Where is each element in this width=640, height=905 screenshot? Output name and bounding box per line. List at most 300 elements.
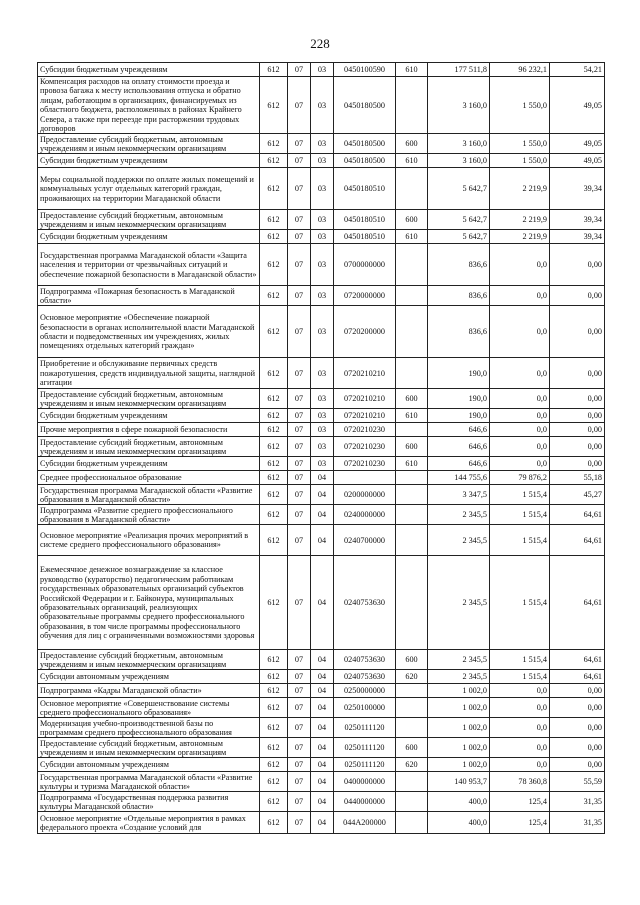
cell-percent: 31,35 bbox=[550, 812, 605, 834]
cell-ved: 612 bbox=[260, 718, 288, 738]
cell-rz: 07 bbox=[288, 244, 311, 286]
cell-percent: 64,61 bbox=[550, 556, 605, 650]
cell-ved: 612 bbox=[260, 684, 288, 698]
cell-name: Приобретение и обслуживание первичных средств пожаротушения, средств индивидуальной защиты, наглядной агитации bbox=[38, 358, 260, 389]
cell-percent: 0,00 bbox=[550, 698, 605, 718]
cell-fact: 1 515,4 bbox=[490, 525, 550, 556]
cell-fact: 0,0 bbox=[490, 286, 550, 306]
cell-vr bbox=[396, 77, 428, 134]
cell-percent: 0,00 bbox=[550, 684, 605, 698]
cell-vr: 610 bbox=[396, 154, 428, 168]
cell-plan: 646,6 bbox=[428, 457, 490, 471]
cell-pr: 04 bbox=[311, 670, 334, 684]
cell-fact: 2 219,9 bbox=[490, 168, 550, 210]
cell-fact: 1 515,4 bbox=[490, 650, 550, 670]
cell-pr: 04 bbox=[311, 684, 334, 698]
table-body bbox=[38, 63, 605, 834]
cell-fact: 1 515,4 bbox=[490, 485, 550, 505]
cell-pr: 03 bbox=[311, 230, 334, 244]
cell-csr: 0440000000 bbox=[334, 792, 396, 812]
cell-rz: 07 bbox=[288, 525, 311, 556]
cell-rz: 07 bbox=[288, 670, 311, 684]
cell-pr: 03 bbox=[311, 358, 334, 389]
cell-percent: 49,05 bbox=[550, 77, 605, 134]
cell-plan: 2 345,5 bbox=[428, 525, 490, 556]
cell-fact: 125,4 bbox=[490, 812, 550, 834]
cell-pr: 03 bbox=[311, 409, 334, 423]
cell-vr bbox=[396, 505, 428, 525]
cell-csr: 0450180500 bbox=[334, 154, 396, 168]
cell-name: Прочие мероприятия в сфере пожарной безопасности bbox=[38, 423, 260, 437]
cell-vr: 600 bbox=[396, 738, 428, 758]
cell-csr: 0400000000 bbox=[334, 772, 396, 792]
cell-ved: 612 bbox=[260, 77, 288, 134]
cell-ved: 612 bbox=[260, 63, 288, 77]
cell-percent: 55,18 bbox=[550, 471, 605, 485]
table-row bbox=[38, 306, 605, 358]
cell-pr: 03 bbox=[311, 286, 334, 306]
cell-pr: 04 bbox=[311, 485, 334, 505]
cell-csr: 0720210210 bbox=[334, 389, 396, 409]
cell-percent: 54,21 bbox=[550, 63, 605, 77]
cell-name: Предоставление субсидий бюджетным, автономным учреждениям и иным некоммерческим организациям bbox=[38, 437, 260, 457]
cell-rz: 07 bbox=[288, 812, 311, 834]
cell-vr: 600 bbox=[396, 134, 428, 154]
cell-ved: 612 bbox=[260, 389, 288, 409]
cell-ved: 612 bbox=[260, 772, 288, 792]
cell-vr bbox=[396, 485, 428, 505]
cell-percent: 0,00 bbox=[550, 437, 605, 457]
cell-ved: 612 bbox=[260, 244, 288, 286]
cell-csr: 044A200000 bbox=[334, 812, 396, 834]
cell-pr: 03 bbox=[311, 389, 334, 409]
table-row bbox=[38, 556, 605, 650]
cell-vr: 600 bbox=[396, 650, 428, 670]
cell-rz: 07 bbox=[288, 134, 311, 154]
cell-fact: 1 550,0 bbox=[490, 134, 550, 154]
cell-plan: 5 642,7 bbox=[428, 230, 490, 244]
cell-percent: 39,34 bbox=[550, 210, 605, 230]
cell-plan: 2 345,5 bbox=[428, 556, 490, 650]
cell-rz: 07 bbox=[288, 306, 311, 358]
cell-vr bbox=[396, 812, 428, 834]
cell-vr bbox=[396, 168, 428, 210]
cell-rz: 07 bbox=[288, 168, 311, 210]
cell-plan: 5 642,7 bbox=[428, 168, 490, 210]
cell-csr: 0450180510 bbox=[334, 210, 396, 230]
cell-plan: 400,0 bbox=[428, 812, 490, 834]
cell-ved: 612 bbox=[260, 358, 288, 389]
cell-plan: 646,6 bbox=[428, 423, 490, 437]
cell-csr: 0720000000 bbox=[334, 286, 396, 306]
cell-ved: 612 bbox=[260, 423, 288, 437]
cell-ved: 612 bbox=[260, 758, 288, 772]
cell-name: Государственная программа Магаданской области «Развитие образования в Магаданской области» bbox=[38, 485, 260, 505]
cell-vr bbox=[396, 718, 428, 738]
cell-fact: 0,0 bbox=[490, 389, 550, 409]
cell-csr: 0250111120 bbox=[334, 758, 396, 772]
cell-ved: 612 bbox=[260, 650, 288, 670]
cell-pr: 03 bbox=[311, 244, 334, 286]
cell-ved: 612 bbox=[260, 698, 288, 718]
cell-pr: 04 bbox=[311, 505, 334, 525]
table-row bbox=[38, 437, 605, 457]
cell-rz: 07 bbox=[288, 738, 311, 758]
cell-vr: 600 bbox=[396, 210, 428, 230]
cell-ved: 612 bbox=[260, 134, 288, 154]
cell-name: Предоставление субсидий бюджетным, автономным учреждениям и иным некоммерческим организациям bbox=[38, 389, 260, 409]
cell-percent: 39,34 bbox=[550, 230, 605, 244]
cell-name: Предоставление субсидий бюджетным, автономным учреждениям и иным некоммерческим организациям bbox=[38, 134, 260, 154]
cell-csr: 0240753630 bbox=[334, 670, 396, 684]
cell-percent: 64,61 bbox=[550, 525, 605, 556]
cell-rz: 07 bbox=[288, 423, 311, 437]
cell-pr: 04 bbox=[311, 718, 334, 738]
cell-vr: 600 bbox=[396, 389, 428, 409]
cell-csr: 0450100590 bbox=[334, 63, 396, 77]
cell-vr bbox=[396, 556, 428, 650]
cell-fact: 0,0 bbox=[490, 306, 550, 358]
cell-csr bbox=[334, 471, 396, 485]
cell-percent: 0,00 bbox=[550, 286, 605, 306]
cell-csr: 0450180500 bbox=[334, 77, 396, 134]
cell-percent: 0,00 bbox=[550, 358, 605, 389]
cell-fact: 0,0 bbox=[490, 758, 550, 772]
cell-pr: 04 bbox=[311, 471, 334, 485]
table-row bbox=[38, 698, 605, 718]
cell-plan: 5 642,7 bbox=[428, 210, 490, 230]
cell-name: Подпрограмма «Пожарная безопасность в Магаданской области» bbox=[38, 286, 260, 306]
cell-vr bbox=[396, 286, 428, 306]
cell-percent: 0,00 bbox=[550, 758, 605, 772]
table-row bbox=[38, 409, 605, 423]
cell-csr: 0450180510 bbox=[334, 230, 396, 244]
budget-table bbox=[37, 62, 605, 834]
cell-name: Подпрограмма «Кадры Магаданской области» bbox=[38, 684, 260, 698]
cell-pr: 03 bbox=[311, 168, 334, 210]
cell-csr: 0450180510 bbox=[334, 168, 396, 210]
cell-ved: 612 bbox=[260, 812, 288, 834]
cell-pr: 04 bbox=[311, 738, 334, 758]
cell-name: Предоставление субсидий бюджетным, автономным учреждениям и иным некоммерческим организациям bbox=[38, 738, 260, 758]
cell-fact: 0,0 bbox=[490, 698, 550, 718]
cell-plan: 836,6 bbox=[428, 306, 490, 358]
cell-rz: 07 bbox=[288, 698, 311, 718]
cell-name: Основное мероприятие «Отдельные мероприятия в рамках федерального проекта «Создание условий для bbox=[38, 812, 260, 834]
cell-percent: 45,27 bbox=[550, 485, 605, 505]
cell-rz: 07 bbox=[288, 650, 311, 670]
cell-pr: 04 bbox=[311, 525, 334, 556]
cell-fact: 0,0 bbox=[490, 718, 550, 738]
cell-plan: 400,0 bbox=[428, 792, 490, 812]
table-row bbox=[38, 230, 605, 244]
cell-csr: 0200000000 bbox=[334, 485, 396, 505]
cell-plan: 836,6 bbox=[428, 244, 490, 286]
cell-vr: 610 bbox=[396, 457, 428, 471]
cell-percent: 64,61 bbox=[550, 505, 605, 525]
cell-plan: 2 345,5 bbox=[428, 505, 490, 525]
cell-rz: 07 bbox=[288, 437, 311, 457]
cell-fact: 0,0 bbox=[490, 457, 550, 471]
cell-percent: 55,59 bbox=[550, 772, 605, 792]
cell-plan: 190,0 bbox=[428, 358, 490, 389]
table-row bbox=[38, 244, 605, 286]
cell-percent: 64,61 bbox=[550, 670, 605, 684]
cell-rz: 07 bbox=[288, 758, 311, 772]
cell-fact: 2 219,9 bbox=[490, 230, 550, 244]
cell-fact: 0,0 bbox=[490, 437, 550, 457]
cell-vr: 610 bbox=[396, 409, 428, 423]
cell-rz: 07 bbox=[288, 457, 311, 471]
cell-fact: 1 550,0 bbox=[490, 154, 550, 168]
cell-ved: 612 bbox=[260, 670, 288, 684]
cell-pr: 03 bbox=[311, 77, 334, 134]
cell-vr: 620 bbox=[396, 670, 428, 684]
cell-pr: 04 bbox=[311, 758, 334, 772]
cell-csr: 0250111120 bbox=[334, 738, 396, 758]
cell-ved: 612 bbox=[260, 505, 288, 525]
cell-fact: 2 219,9 bbox=[490, 210, 550, 230]
cell-csr: 0250100000 bbox=[334, 698, 396, 718]
cell-vr bbox=[396, 792, 428, 812]
cell-rz: 07 bbox=[288, 409, 311, 423]
cell-rz: 07 bbox=[288, 77, 311, 134]
cell-percent: 0,00 bbox=[550, 306, 605, 358]
table-row bbox=[38, 758, 605, 772]
cell-fact: 78 360,8 bbox=[490, 772, 550, 792]
cell-percent: 0,00 bbox=[550, 409, 605, 423]
cell-pr: 04 bbox=[311, 650, 334, 670]
cell-rz: 07 bbox=[288, 210, 311, 230]
table-row bbox=[38, 812, 605, 834]
cell-pr: 03 bbox=[311, 437, 334, 457]
cell-name: Основное мероприятие «Совершенствование системы среднего профессионального образования» bbox=[38, 698, 260, 718]
cell-pr: 04 bbox=[311, 556, 334, 650]
cell-name: Предоставление субсидий бюджетным, автономным учреждениям и иным некоммерческим организациям bbox=[38, 650, 260, 670]
table-row bbox=[38, 134, 605, 154]
cell-ved: 612 bbox=[260, 210, 288, 230]
cell-plan: 1 002,0 bbox=[428, 718, 490, 738]
cell-rz: 07 bbox=[288, 718, 311, 738]
cell-rz: 07 bbox=[288, 230, 311, 244]
cell-percent: 0,00 bbox=[550, 738, 605, 758]
cell-vr bbox=[396, 244, 428, 286]
cell-rz: 07 bbox=[288, 505, 311, 525]
table-row bbox=[38, 210, 605, 230]
cell-rz: 07 bbox=[288, 772, 311, 792]
cell-fact: 0,0 bbox=[490, 684, 550, 698]
cell-name: Государственная программа Магаданской области «Защита населения и территории от чрезвычайных ситуаций и обеспечение пожарной безопасности в Магаданской области» bbox=[38, 244, 260, 286]
cell-csr: 0250111120 bbox=[334, 718, 396, 738]
cell-ved: 612 bbox=[260, 457, 288, 471]
cell-pr: 03 bbox=[311, 154, 334, 168]
cell-csr: 0240700000 bbox=[334, 525, 396, 556]
table-row bbox=[38, 154, 605, 168]
cell-percent: 64,61 bbox=[550, 650, 605, 670]
cell-percent: 31,35 bbox=[550, 792, 605, 812]
cell-rz: 07 bbox=[288, 358, 311, 389]
cell-name: Основное мероприятие «Реализация прочих мероприятий в системе среднего профессионального образования» bbox=[38, 525, 260, 556]
table-row bbox=[38, 525, 605, 556]
cell-plan: 3 160,0 bbox=[428, 134, 490, 154]
cell-fact: 1 515,4 bbox=[490, 670, 550, 684]
page-number: 228 bbox=[310, 36, 330, 51]
cell-vr: 600 bbox=[396, 437, 428, 457]
cell-percent: 0,00 bbox=[550, 423, 605, 437]
cell-fact: 96 232,1 bbox=[490, 63, 550, 77]
cell-name: Субсидии бюджетным учреждениям bbox=[38, 457, 260, 471]
cell-vr bbox=[396, 358, 428, 389]
cell-vr bbox=[396, 423, 428, 437]
cell-plan: 144 755,6 bbox=[428, 471, 490, 485]
cell-plan: 190,0 bbox=[428, 389, 490, 409]
cell-percent: 0,00 bbox=[550, 244, 605, 286]
cell-percent: 0,00 bbox=[550, 718, 605, 738]
cell-pr: 03 bbox=[311, 134, 334, 154]
cell-pr: 04 bbox=[311, 792, 334, 812]
cell-name: Субсидии автономным учреждениям bbox=[38, 758, 260, 772]
cell-name: Субсидии автономным учреждениям bbox=[38, 670, 260, 684]
table-row bbox=[38, 505, 605, 525]
cell-rz: 07 bbox=[288, 792, 311, 812]
cell-rz: 07 bbox=[288, 154, 311, 168]
cell-name: Среднее профессиональное образование bbox=[38, 471, 260, 485]
cell-ved: 612 bbox=[260, 485, 288, 505]
table-row bbox=[38, 168, 605, 210]
cell-name: Основное мероприятие «Обеспечение пожарной безопасности в органах исполнительной власти Магаданской области и подведомственных им учреждениях, жилых помещениях отдельных категорий граждан» bbox=[38, 306, 260, 358]
cell-rz: 07 bbox=[288, 471, 311, 485]
cell-plan: 836,6 bbox=[428, 286, 490, 306]
cell-ved: 612 bbox=[260, 471, 288, 485]
table-row bbox=[38, 423, 605, 437]
cell-rz: 07 bbox=[288, 389, 311, 409]
cell-ved: 612 bbox=[260, 556, 288, 650]
cell-csr: 0720200000 bbox=[334, 306, 396, 358]
cell-vr bbox=[396, 698, 428, 718]
cell-ved: 612 bbox=[260, 409, 288, 423]
cell-plan: 3 160,0 bbox=[428, 77, 490, 134]
table-row bbox=[38, 77, 605, 134]
cell-fact: 0,0 bbox=[490, 423, 550, 437]
cell-plan: 2 345,5 bbox=[428, 650, 490, 670]
cell-plan: 1 002,0 bbox=[428, 738, 490, 758]
cell-plan: 1 002,0 bbox=[428, 758, 490, 772]
cell-ved: 612 bbox=[260, 168, 288, 210]
table-row bbox=[38, 792, 605, 812]
cell-csr: 0240753630 bbox=[334, 556, 396, 650]
cell-plan: 646,6 bbox=[428, 437, 490, 457]
cell-name: Государственная программа Магаданской области «Развитие культуры и туризма Магаданской области» bbox=[38, 772, 260, 792]
cell-csr: 0240753630 bbox=[334, 650, 396, 670]
cell-plan: 2 345,5 bbox=[428, 670, 490, 684]
cell-name: Подпрограмма «Развитие среднего профессионального образования в Магаданской области» bbox=[38, 505, 260, 525]
cell-pr: 04 bbox=[311, 698, 334, 718]
table-row bbox=[38, 485, 605, 505]
cell-name: Ежемесячное денежное вознаграждение за классное руководство (кураторство) педагогическим работникам государственных образовательных организаций субъектов Российской Федерации и г. Байконура, муниципальных образовательных организаций, реализующих образовательные программы среднего профессионального образования, в том числе программы профессионального обучения для лиц с ограниченными возможностями здоровья bbox=[38, 556, 260, 650]
cell-vr bbox=[396, 525, 428, 556]
cell-name: Меры социальной поддержки по оплате жилых помещений и коммунальных услуг отдельных категорий граждан, проживающих на территории Магаданской области bbox=[38, 168, 260, 210]
table-row bbox=[38, 63, 605, 77]
table-row bbox=[38, 389, 605, 409]
cell-fact: 0,0 bbox=[490, 358, 550, 389]
table-row bbox=[38, 286, 605, 306]
cell-ved: 612 bbox=[260, 738, 288, 758]
cell-fact: 1 550,0 bbox=[490, 77, 550, 134]
cell-name: Субсидии бюджетным учреждениям bbox=[38, 230, 260, 244]
cell-fact: 1 515,4 bbox=[490, 556, 550, 650]
cell-csr: 0720210210 bbox=[334, 409, 396, 423]
table-row bbox=[38, 684, 605, 698]
cell-csr: 0240000000 bbox=[334, 505, 396, 525]
cell-percent: 39,34 bbox=[550, 168, 605, 210]
cell-csr: 0450180500 bbox=[334, 134, 396, 154]
table-row bbox=[38, 772, 605, 792]
cell-plan: 3 347,5 bbox=[428, 485, 490, 505]
cell-ved: 612 bbox=[260, 230, 288, 244]
cell-rz: 07 bbox=[288, 63, 311, 77]
cell-vr bbox=[396, 471, 428, 485]
cell-ved: 612 bbox=[260, 525, 288, 556]
cell-plan: 140 953,7 bbox=[428, 772, 490, 792]
cell-plan: 1 002,0 bbox=[428, 698, 490, 718]
table-row bbox=[38, 718, 605, 738]
cell-csr: 0700000000 bbox=[334, 244, 396, 286]
cell-pr: 04 bbox=[311, 812, 334, 834]
cell-fact: 0,0 bbox=[490, 409, 550, 423]
cell-plan: 1 002,0 bbox=[428, 684, 490, 698]
cell-csr: 0720210230 bbox=[334, 437, 396, 457]
cell-percent: 0,00 bbox=[550, 457, 605, 471]
cell-pr: 04 bbox=[311, 772, 334, 792]
cell-csr: 0250000000 bbox=[334, 684, 396, 698]
cell-rz: 07 bbox=[288, 684, 311, 698]
cell-name: Субсидии бюджетным учреждениям bbox=[38, 154, 260, 168]
cell-name: Субсидии бюджетным учреждениям bbox=[38, 63, 260, 77]
cell-csr: 0720210210 bbox=[334, 358, 396, 389]
cell-ved: 612 bbox=[260, 437, 288, 457]
cell-fact: 1 515,4 bbox=[490, 505, 550, 525]
table-row bbox=[38, 650, 605, 670]
cell-pr: 03 bbox=[311, 457, 334, 471]
cell-rz: 07 bbox=[288, 485, 311, 505]
cell-fact: 125,4 bbox=[490, 792, 550, 812]
cell-percent: 0,00 bbox=[550, 389, 605, 409]
cell-percent: 49,05 bbox=[550, 134, 605, 154]
cell-plan: 177 511,8 bbox=[428, 63, 490, 77]
table-row bbox=[38, 738, 605, 758]
cell-rz: 07 bbox=[288, 556, 311, 650]
cell-name: Предоставление субсидий бюджетным, автономным учреждениям и иным некоммерческим организациям bbox=[38, 210, 260, 230]
cell-fact: 79 876,2 bbox=[490, 471, 550, 485]
cell-csr: 0720210230 bbox=[334, 457, 396, 471]
cell-ved: 612 bbox=[260, 792, 288, 812]
cell-vr: 610 bbox=[396, 63, 428, 77]
cell-ved: 612 bbox=[260, 306, 288, 358]
cell-pr: 03 bbox=[311, 210, 334, 230]
table-row bbox=[38, 358, 605, 389]
cell-fact: 0,0 bbox=[490, 738, 550, 758]
cell-vr bbox=[396, 684, 428, 698]
cell-ved: 612 bbox=[260, 286, 288, 306]
cell-name: Субсидии бюджетным учреждениям bbox=[38, 409, 260, 423]
table-row bbox=[38, 457, 605, 471]
cell-pr: 03 bbox=[311, 423, 334, 437]
cell-plan: 3 160,0 bbox=[428, 154, 490, 168]
cell-ved: 612 bbox=[260, 154, 288, 168]
cell-vr: 620 bbox=[396, 758, 428, 772]
cell-percent: 49,05 bbox=[550, 154, 605, 168]
cell-plan: 190,0 bbox=[428, 409, 490, 423]
